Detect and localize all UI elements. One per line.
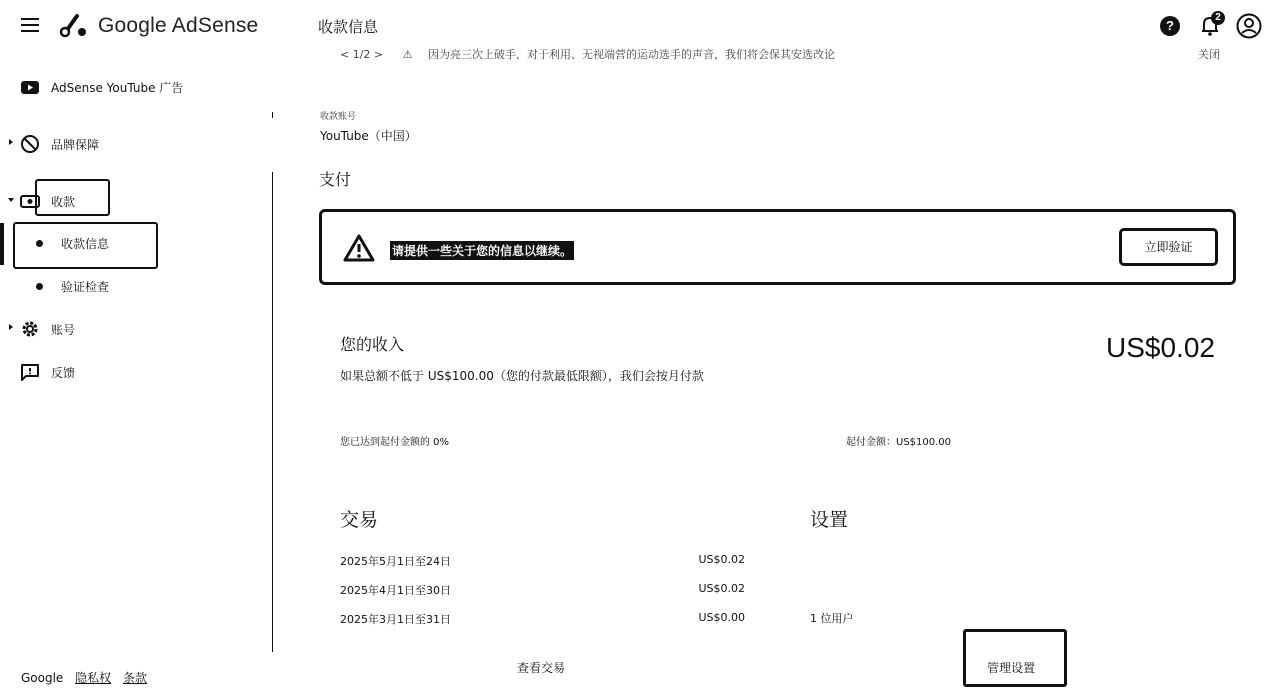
transaction-amount: US$0.00 xyxy=(698,611,745,624)
sidebar-divider xyxy=(272,172,273,652)
transactions-title: 交易 xyxy=(340,509,379,531)
banner-message: 因为亮三次上破手，对于利用、无视端营的运动选手的声音，我们将会保其安选改论 xyxy=(428,48,836,60)
google-label: Google xyxy=(21,671,64,685)
sidebar-item-account[interactable] xyxy=(0,316,260,342)
transaction-amount: US$0.02 xyxy=(698,553,745,566)
sidebar-item-label: 账号 xyxy=(51,323,76,337)
highlight-box xyxy=(963,629,1067,687)
top-bar xyxy=(0,0,1280,52)
sidebar-item-label: 收款 xyxy=(51,195,76,209)
gear-icon xyxy=(20,319,40,339)
adsense-logo-icon xyxy=(58,12,88,38)
earnings-note: 如果总额不低于 US$100.00（您的付款最低限额），我们会按月付款 xyxy=(340,369,704,383)
account-value: YouTube（中国） xyxy=(320,129,417,143)
sidebar-divider xyxy=(272,112,273,118)
threshold-progress-text: 您已达到起付金额的 0% xyxy=(340,437,450,448)
expand-arrow-icon xyxy=(9,324,13,330)
warning-icon xyxy=(343,234,375,262)
sidebar-item-label: AdSense YouTube 广告 xyxy=(51,81,184,95)
highlight-box xyxy=(35,179,110,216)
transaction-row xyxy=(340,582,745,600)
help-icon[interactable]: ? xyxy=(1160,16,1180,36)
block-icon xyxy=(20,134,40,154)
payment-heading: 支付 xyxy=(319,170,352,189)
view-transactions-button[interactable]: 查看交易 xyxy=(517,661,566,675)
expand-arrow-icon xyxy=(9,139,13,145)
warning-icon: ⚠ xyxy=(402,48,413,60)
privacy-link[interactable]: 隐私权 xyxy=(75,671,112,685)
sidebar-item-youtube-ads[interactable] xyxy=(0,74,260,100)
sidebar-item-label: 验证检查 xyxy=(61,280,110,294)
menu-icon[interactable] xyxy=(21,18,39,32)
alert-message: 请提供一些关于您的信息以继续。 xyxy=(390,241,574,260)
earnings-amount: US$0.02 xyxy=(1106,332,1215,363)
sidebar-item-label: 反馈 xyxy=(51,366,76,380)
highlight-box xyxy=(13,222,158,269)
settings-title: 设置 xyxy=(810,509,849,531)
transaction-row xyxy=(340,611,745,629)
bullet-icon xyxy=(36,283,43,290)
transaction-date: 2025年5月1日至24日 xyxy=(340,555,451,568)
threshold-amount-text: 起付金额：US$100.00 xyxy=(846,437,952,448)
banner-close-button[interactable]: 关闭 xyxy=(1198,48,1220,60)
earnings-title: 您的收入 xyxy=(340,335,405,354)
terms-link[interactable]: 条款 xyxy=(123,671,148,685)
sidebar-item-label: 品牌保障 xyxy=(51,138,100,152)
settings-users: 1 位用户 xyxy=(810,612,854,625)
verify-now-button[interactable]: 立即验证 xyxy=(1119,228,1218,266)
notification-badge: 2 xyxy=(1211,11,1225,25)
sidebar-item-brand-safety[interactable] xyxy=(0,131,260,157)
account-avatar-icon[interactable] xyxy=(1236,13,1262,39)
manage-settings-button[interactable]: 管理设置 xyxy=(987,661,1036,675)
youtube-icon xyxy=(20,77,40,97)
brand-name: Google AdSense xyxy=(98,14,259,37)
notice-banner xyxy=(340,46,1220,60)
collapse-arrow-icon xyxy=(8,198,14,202)
sidebar-item-verification[interactable] xyxy=(0,273,260,299)
transaction-date: 2025年4月1日至30日 xyxy=(340,584,451,597)
banner-pager[interactable]: < 1/2 > xyxy=(340,48,384,60)
transaction-row xyxy=(340,553,745,571)
sidebar-item-feedback[interactable] xyxy=(0,359,260,385)
account-label: 收款账号 xyxy=(320,112,357,122)
verification-alert xyxy=(319,209,1236,285)
transaction-amount: US$0.02 xyxy=(698,582,745,595)
transaction-date: 2025年3月1日至31日 xyxy=(340,613,451,626)
sidebar-item-label: 收款信息 xyxy=(61,237,110,251)
page-title: 收款信息 xyxy=(318,18,379,36)
sidebar-footer xyxy=(21,669,155,686)
feedback-icon xyxy=(20,362,40,382)
